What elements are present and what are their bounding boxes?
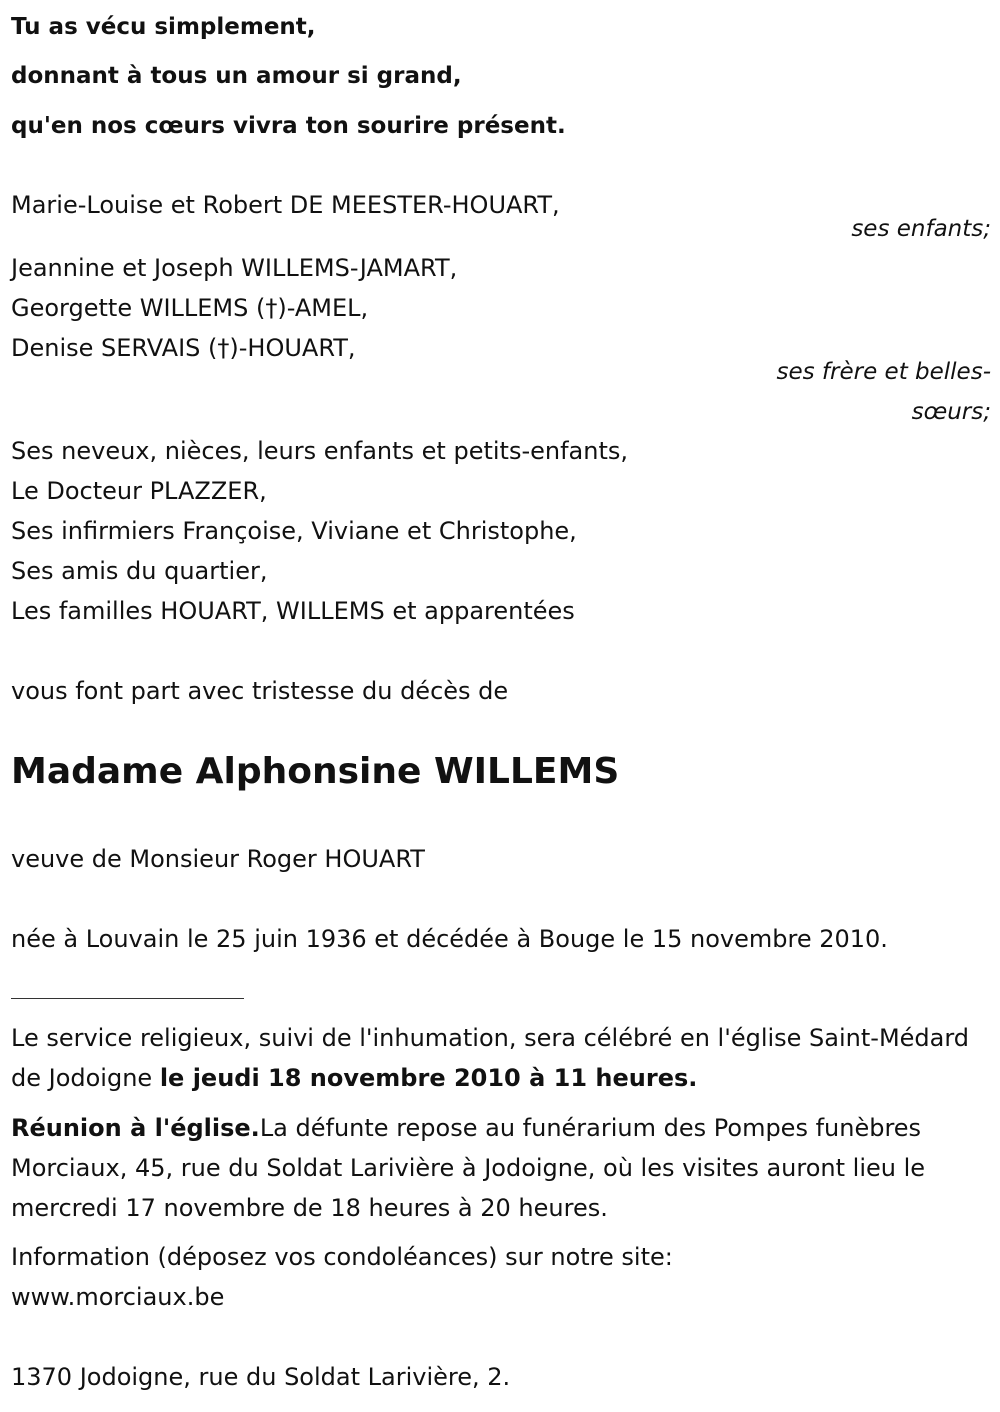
poem-line-3: qu'en nos cœurs vivra ton sourire présent.	[11, 113, 566, 139]
service-paragraph	[11, 1018, 973, 1098]
children-names: Marie-Louise et Robert DE MEESTER-HOUART,	[11, 191, 560, 219]
children-role: ses enfants;	[851, 216, 991, 242]
others-line-5: Les familles HOUART, WILLEMS et apparentées	[11, 597, 575, 625]
address-text: 1370 Jodoigne, rue du Soldat Larivière, 2.	[11, 1363, 511, 1391]
sibling-line-3: Denise SERVAIS (†)-HOUART,	[11, 334, 356, 362]
siblings-role-line-1: ses frère et belles-	[776, 359, 991, 385]
sibling-line-2: Georgette WILLEMS (†)-AMEL,	[11, 294, 369, 322]
poem-line-1: Tu as vécu simplement,	[11, 14, 316, 40]
siblings-role-line-2: sœurs;	[911, 399, 991, 425]
information-text: Information (déposez vos condoléances) sur notre site:	[11, 1243, 673, 1271]
others-line-4: Ses amis du quartier,	[11, 557, 268, 585]
widow-of-text: veuve de Monsieur Roger HOUART	[11, 845, 425, 873]
birth-death-text: née à Louvain le 25 juin 1936 et décédée à Bouge le 15 novembre 2010.	[11, 925, 888, 953]
others-line-3: Ses infirmiers Françoise, Viviane et Christophe,	[11, 517, 577, 545]
reunion-paragraph	[11, 1108, 973, 1228]
separator-line	[11, 998, 244, 999]
reunion-text: La défunte repose au funérarium des Pompes funèbres Morciaux, 45, rue du Soldat Larivière à Jodoigne, où les visites auront lieu le mercredi 17 novembre de 18 heures à 20 heures.	[11, 1114, 926, 1222]
announcement-text: vous font part avec tristesse du décès de	[11, 677, 509, 705]
reunion-bold: Réunion à l'église.	[11, 1114, 260, 1142]
poem-line-2: donnant à tous un amour si grand,	[11, 63, 462, 89]
others-line-1: Ses neveux, nièces, leurs enfants et petits-enfants,	[11, 437, 628, 465]
sibling-line-1: Jeannine et Joseph WILLEMS-JAMART,	[11, 254, 458, 282]
service-text: Le service religieux, suivi de l'inhumation, sera célébré en l'église Saint-Médard de Jodoigne	[11, 1024, 970, 1092]
others-line-2: Le Docteur PLAZZER,	[11, 477, 267, 505]
service-date: le jeudi 18 novembre 2010 à 11 heures.	[159, 1064, 698, 1092]
website-link[interactable]: www.morciaux.be	[11, 1283, 225, 1311]
deceased-name: Madame Alphonsine WILLEMS	[11, 751, 620, 792]
